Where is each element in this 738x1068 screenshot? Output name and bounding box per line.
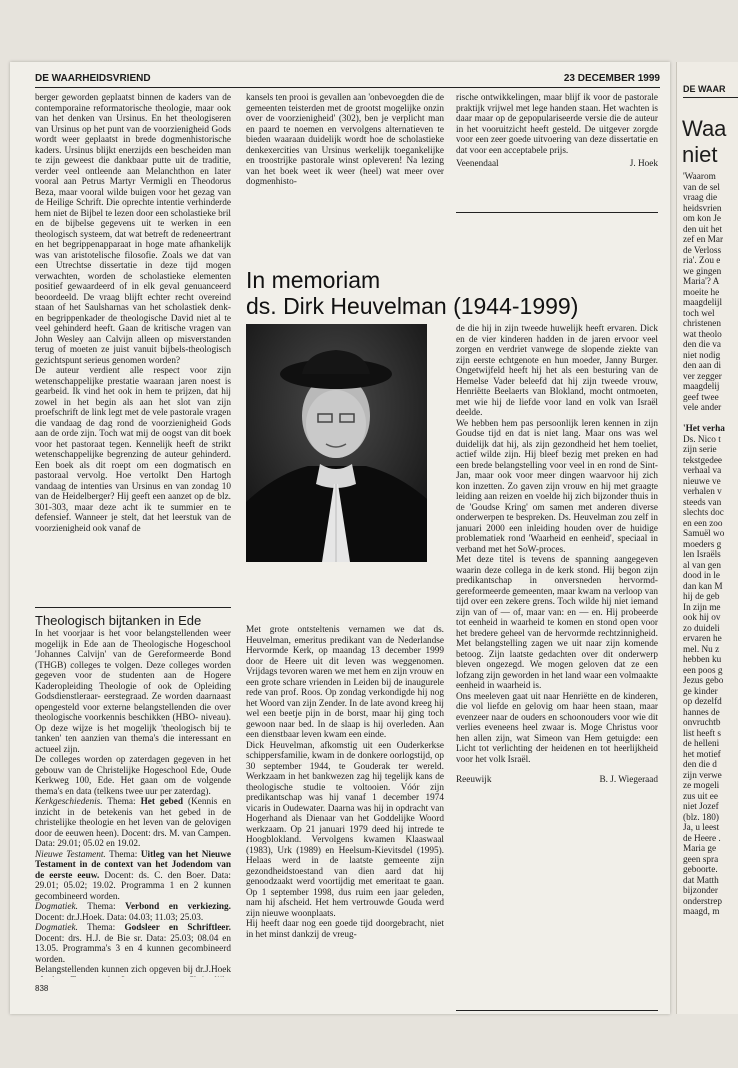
program-theme: Godsleer en Schriftleer. [124, 923, 231, 933]
text-line: de Verloss [683, 245, 722, 256]
adjacent-page [676, 62, 738, 1014]
text-line: niet nodig [683, 350, 721, 361]
headline-line-1: In memoriam [246, 267, 381, 293]
text-line: ze mogeli [683, 781, 720, 791]
headline-line-1: Waa [682, 116, 727, 141]
headline-line-2: niet [682, 142, 718, 167]
text-line: zijn serie [683, 445, 717, 455]
paragraph: rische ontwikkelingen, maar blijf ik voor de pastorale praktijk vrijwel met lege handen staan. Het wachten is daar maar op de gepopulariseerde versie die de auteur in het vooruitzicht heeft gesteld. De uitgever zorgde voor een zeer goede uitvoering van deze dissertatie en dat voor een acceptabele prijs. [456, 93, 658, 156]
header-rule [683, 97, 738, 98]
text-line: 'Het verha [683, 424, 725, 434]
program-item: Nieuwe Testament. Thema: Uitleg van het Nieuwe Testament in de context van het Jodendom van de eerste eeuw. Docent: ds. C. den Boer. Data: 29.01; 05.02; 19.02. Programma 1 en 2 kunnen gecombineerd worden. [35, 849, 231, 902]
text-line: zijn verwe [683, 770, 722, 781]
text-line: moeite he [683, 287, 720, 298]
text-line: Ds. Nico t [683, 434, 721, 445]
signature-place: Veenendaal [456, 159, 499, 169]
text-line: ver zegger [683, 371, 722, 382]
text-line: we gingen [683, 266, 722, 277]
program-theme: Het gebed [140, 797, 184, 807]
paragraph: berger geworden geplaatst binnen de kaders van de contemporaine reformatorische theologie, maar ook van het denken van Ursinus. En het theologiseren van Ursinus op het punt van de voorzienigheid Gods wordt weer geplaatst in brede dogmenhistorische kaders. Ursinus blijkt enerzijds een bescheiden man te zijn geweest die dankbaar putte uit de traditie, verder veel ontleende aan Melanchthon en later vooral aan Petrus Martyr Vermigli en Theodorus Beza, maar vooral wilde buigen voor het gezag van de Heilige Schrift. Die oprechte intentie verhinderde hem niet de Bijbel te lezen door een scholastieke bril en de bijbelse gegevens uit te werken in een theologisch systeem, dat wat betreft de redeneertrant en het begrippenapparaat in hoge mate afhankelijk was van aristotelische filosofie. Zoals we dat van een Utrechtse dissertatie in deze tijd mogen verwachten, worden de scholastieke elementen positief gewaardeerd of in elk geval genuanceerd beoordeeld. De vraag blijft echter recht overeind staan of het Saulsharnas van het scholastiek denk- en begrippenkader de theologische David niet al te veel gehinderd heeft. Gaan de kritische vragen van John Wesley aan Calvijn alleen op misverstanden terug of moeten ze juist vanuit bijbels-theologisch gezichtspunt serieus genomen worden? [35, 93, 231, 366]
text-line: ge kinder [683, 686, 718, 697]
program-label: Nieuwe Testament. [35, 849, 106, 860]
memoriam-column-1 [246, 625, 444, 1009]
text-line: om kon Je [683, 214, 722, 224]
text-line: op dezelfd [683, 697, 722, 707]
text-line: dat Matth [683, 875, 719, 886]
text-line: van de sel [683, 182, 720, 193]
text-line: den aan di [683, 361, 722, 371]
portrait-photo [246, 324, 427, 562]
portrait-image [246, 324, 427, 562]
text-line: geef twee [683, 392, 719, 403]
text-line: ook hij ov [683, 613, 721, 623]
text-line: Maria'? A [683, 277, 720, 287]
text-line: niet Jozef [683, 802, 719, 812]
column-rule [456, 1010, 658, 1011]
text-line: de helleni [683, 739, 720, 749]
bijtanken-column [35, 629, 231, 977]
paragraph: Belangstellenden kunnen zich opgeven bij dr.J.Hoek [35, 965, 231, 975]
text-line: tekstgedee [683, 455, 723, 466]
text-line: moeders g [683, 539, 722, 550]
text-line [683, 414, 738, 425]
page-header [35, 73, 660, 88]
text-line: hij de geb [683, 592, 720, 602]
text-line: heidsvrien [683, 203, 722, 214]
text-line: verhaal va [683, 466, 722, 476]
paragraph: kansels ten prooi is gevallen aan 'onbevoegden die de gemeenten teisterden met de grootst mogelijke onzin over de voorzienigheid' (302), ben je verplicht man en paard te noemen en vervolgens alternatieven te bieden waaraan duidelijk wordt hoe de scholastieke denkexercities van Ursinus werkelijk toegankelijke en troostrijke pastorale winst opleveren! Na lezing van het boek weet ik weer (heel) wat meer over dogmenhisto- [246, 93, 444, 187]
memoriam-headline [246, 267, 666, 319]
column-rule [456, 212, 658, 213]
text-line: den die va [683, 340, 722, 350]
signature-author: B. J. Wiegeraad [599, 775, 658, 785]
paragraph: de die hij in zijn tweede huwelijk heeft ervaren. Dick en de vier kinderen hadden in de jaren ervoor veel zorgen en verdriet vanwege de slopende ziekte van zijn eerste echtgenote en hun moeder, Janny Burger. Ongetwijfeld heeft hij het als een besturing van de Hemelse Vader beleefd dat hij zijn tweede vrouw, Henriëtte Beelaerts van Blokland, mocht ontmoeten, met wie hij de liefde voor land en volk van Israël deelde. [456, 324, 658, 418]
text-line: vraag die [683, 193, 718, 203]
text-line: maagdelij [683, 382, 720, 392]
paragraph: Hij heeft daar nog een goede tijd doorgebracht, niet in het minst dankzij de vreug- [246, 919, 444, 940]
text-line: vele ander [683, 403, 722, 413]
issue-date: 23 DECEMBER 1999 [563, 73, 660, 84]
text-line: de Heere . [683, 833, 721, 844]
text-line: maagd, m [683, 907, 720, 917]
text-line: al van gen [683, 560, 722, 571]
text-line: geboorte. [683, 865, 718, 875]
text-line: ria'. Zou e [683, 256, 721, 266]
article-signature [456, 159, 658, 170]
text-line: den uit het [683, 224, 723, 235]
newspaper-page [10, 62, 670, 1014]
text-line: verhalen v [683, 487, 722, 497]
program-label: Kerkgeschiedenis. [35, 797, 103, 807]
text-line: het motief [683, 749, 721, 760]
text-line: den die d [683, 760, 717, 770]
paragraph: De colleges worden op zaterdagen gegeven in het gebouw van de Christelijke Hogeschool Ede, Oude Kerkweg 100, Ede. Het gaan om de volgende thema's en data (telkens twee uur per zaterdag). [35, 755, 231, 797]
text-line: hebben ku [683, 655, 722, 665]
text-line: list heeft s [683, 728, 722, 739]
program-item: Dogmatiek. Thema: Godsleer en Schriftleer. Docent: drs. H.J. de Bie sr. Data: 25.03; 08.04 en 13.05. Programma's 3 en 4 kunnen gecombineerd worden. [35, 923, 231, 965]
program-theme: Verbond en verkiezing. [125, 902, 231, 912]
article-top-column-1 [35, 93, 231, 573]
article-top-column-2 [246, 93, 444, 219]
text-line: Maria ge [683, 844, 717, 854]
text-line: zo duideli [683, 623, 720, 634]
adjacent-page-header: DE WAAR [683, 84, 726, 94]
paragraph: Dick Heuvelman, afkomstig uit een Ouderkerkse schippersfamilie, kwam in de donkere oorlogstijd, op 30 september 1944, te Gouderak ter wereld. Werkzaam in het bankwezen zag hij tegelijk kans de theologische studie te voltooien. Vóór zijn predikantschap was hij vanaf 1 december 1974 vicaris in Oudewater. Daarna was hij in opdracht van Hogerhand als Dienaar van het Goddelijke Woord werkzaam. Op 21 januari 1979 deed hij intrede te Hoogblokland. Vervolgens kwamen Klaaswaal (1983), Urk (1989) en Heelsum-Kievitsdel (1995). Helaas werd in de laatste gemeente zijn gezondheidstoestand van dien aard dat hij genoodzaakt werd voortijdig met emeritaat te gaan. Op 1 september 1998, dus ruim een jaar geleden, nam hij afscheid. Het hem vertrouwde Gouda werd zijn nieuwe woonplaats. [246, 740, 444, 919]
paragraph: Ons meeleven gaat uit naar Henriëtte en de kinderen, die vol liefde en gelovig om haar heen staan, maar evenzeer naar de ouders en schoonouders voor wie dit verlies eveneens heel zwaar is. Moge Christus voor hen allen zijn, wat Simeon van Hem getuigde: een Licht tot verlichting der heidenen en tot heerlijkheid voor het volk Israël. [456, 691, 658, 765]
text-line: dan kan M [683, 581, 723, 592]
text-line: ervaren he [683, 634, 722, 644]
text-line: len Israëls [683, 550, 721, 560]
text-line: (blz. 180) [683, 812, 719, 823]
text-line: steeds van [683, 497, 722, 508]
bijtanken-title: Theologisch bijtanken in Ede [35, 613, 202, 628]
text-line: zus uit ee [683, 791, 718, 802]
program-theme: Uitleg van het Nieuwe Testament in de context van het Jodendom van de eerste eeuw. [35, 849, 231, 881]
text-line: onvruchtb [683, 718, 721, 728]
page-number: 838 [35, 984, 49, 993]
program-label: Dogmatiek. [35, 923, 78, 933]
publication-name: DE WAARHEIDSVRIEND [35, 73, 151, 84]
paragraph: We hebben hem pas persoonlijk leren kennen in zijn Goudse tijd en dat is niet lang. Maar ons was wel duidelijk dat hij, als zijn gezondheid het hem toeliet, actief wilde zijn. Hij bleef bezig met preken en had een brede belangstelling voor veel in en rond de Sint-Jan, maar ook voor meer dingen waarvoor hij zich kon inzetten. Zo gaven zijn vrouw en hij met graagte leiding aan reizen en voelde hij zich bijzonder thuis in de 'Goudse Kring' om samen met anderen diverse onderwerpen te bespreken. Ds. Heuvelman zou zelf in januari 2000 een inleiding houden over de huidige problematiek rond 'Waarheid en eenheid', speciaal in verband met het SoW-proces. [456, 418, 658, 555]
program-item: Kerkgeschiedenis. Thema: Het gebed (Kennis en inzicht in de betekenis van het gebed in de christelijke theologie en het leven van de gelovigen door de eeuwen heen). Docent: drs. M. van Campen. Data: 29.01; 05.02 en 19.02. [35, 797, 231, 849]
text-line: Samuël wo [683, 529, 725, 539]
text-line: dood in le [683, 571, 720, 581]
text-line: zef en Mar [683, 235, 724, 245]
text-line: In zijn me [683, 602, 721, 613]
text-line: nieuwe ve [683, 476, 721, 487]
text-line: en een zoo [683, 518, 723, 529]
text-line: 'Waarom [683, 172, 716, 182]
column-rule [35, 607, 231, 608]
adjacent-page-headline [682, 116, 726, 168]
signature-author: J. Hoek [629, 159, 658, 169]
text-line: geen spra [683, 854, 719, 865]
text-line: maagdelijl [683, 298, 723, 308]
text-line: Ja, u leest [683, 823, 720, 833]
text-line: toch wel [683, 308, 715, 319]
article-top-column-3 [456, 93, 658, 203]
memoriam-column-2 [456, 324, 658, 1004]
text-line: hannes de [683, 707, 720, 718]
text-line: slechts doc [683, 508, 724, 518]
text-line: mel. Nu z [683, 644, 720, 655]
program-item: Dogmatiek. Thema: Verbond en verkiezing. Docent: dr.J.Hoek. Data: 04.03; 11.03; 25.03. [35, 902, 231, 923]
signature-place: Reeuwijk [456, 775, 492, 785]
program-label: Dogmatiek. [35, 902, 78, 912]
text-line: een poos g [683, 665, 723, 676]
text-line: Jezus gebo [683, 676, 724, 686]
paragraph: In het voorjaar is het voor belangstellenden weer mogelijk in Ede aan de Theologische Hogeschool 'Johannes Calvijn' van de Gereformeerde Bond (THGB) colleges te volgen. Deze colleges worden gegeven voor de studenten aan de Hogere Kaderopleiding Theologie of ook de Opleiding Godsdienstleraar- eerstegraad. Ze worden daarnaast opengesteld voor externe belangstellenden die over theologische voorkennis beschikken (HBO- niveau). Op deze wijze is het mogelijk 'theologisch bij te tanken' ten aanzien van thema's die interessant en actueel zijn. [35, 629, 231, 755]
headline-line-2: ds. Dirk Heuvelman (1944-1999) [246, 293, 579, 319]
paragraph: Met grote ontsteltenis vernamen we dat ds. Heuvelman, emeritus predikant van de Nederlandse Hervormde Kerk, op maandag 13 december 1999 door de Heere uit dit leven was weggenomen. Vrijdags tevoren waren we met hem en zijn vrouw en een grote schare vrienden in Leiden bij de inaugurele rede van prof. Roos. Op zondag verkondigde hij nog het Woord van zijn Zender. In de late avond kreeg hij wel een beetje pijn in de borst, maar hij ging toch gewoon naar bed. In de slaap is hij overleden. Aan een dienstbaar leven kwam een einde. [246, 625, 444, 740]
memoriam-signature [456, 775, 658, 786]
adjacent-page-text [683, 172, 738, 918]
text-line: wat theolo [683, 329, 722, 340]
text-line: christenen [683, 319, 722, 329]
text-line: bijzonder [683, 886, 718, 896]
text-line: onderstrep [683, 896, 723, 907]
paragraph: Met deze titel is tevens de spanning aangegeven waarin deze collega in de kerk stond. Hij begon zijn predikantschap in onversneden hervormd-gereformeerde gemeenten, maar kwam na verloop van tijd over een zekere grens. Toch wilde hij niet iemand zijn van of — of, maar van: en — en. Hij probeerde tot eenheid in waarheid te komen en stond open voor het bredere geheel van de hervormde rechtzinnigheid. Met belangstelling zagen we uit naar zijn komende betoog. Zijn laatste gedachten over dit onderwerp bleven ongezegd. We mogen geloven dat ze een lofzang zijn geworden in het land waar een volmaakte eenheid in waarheid is. [456, 555, 658, 691]
paragraph: De auteur verdient alle respect voor zijn wetenschappelijke prestatie waaraan jaren noest is gearbeid. Ik vind het ook in hem te prijzen, dat hij zowel in het begin als aan het slot van zijn proefschrift de link legt met de vele pastorale vragen die vandaag de dag rond de voorzienigheid Gods aan de orde zijn. Toch wat mij de oogst van dit boek voor het pastoraat tegen. Kennelijk heeft de strikt wetenschappelijke begrenzing de auteur gehinderd. Een boek als dit roept om een dogmatisch en pastoraal vervolg. Hoe vertolkt Den Hartogh vandaag de intenties van Ursinus en van zondag 10 van de Heidelberger? Hij geeft een aanzet op de blz. 301-303, maar deze acht ik te summier en te defensief. Wanneer je stelt, dat het leerstuk van de voorzienigheid ook vanaf de [35, 366, 231, 534]
